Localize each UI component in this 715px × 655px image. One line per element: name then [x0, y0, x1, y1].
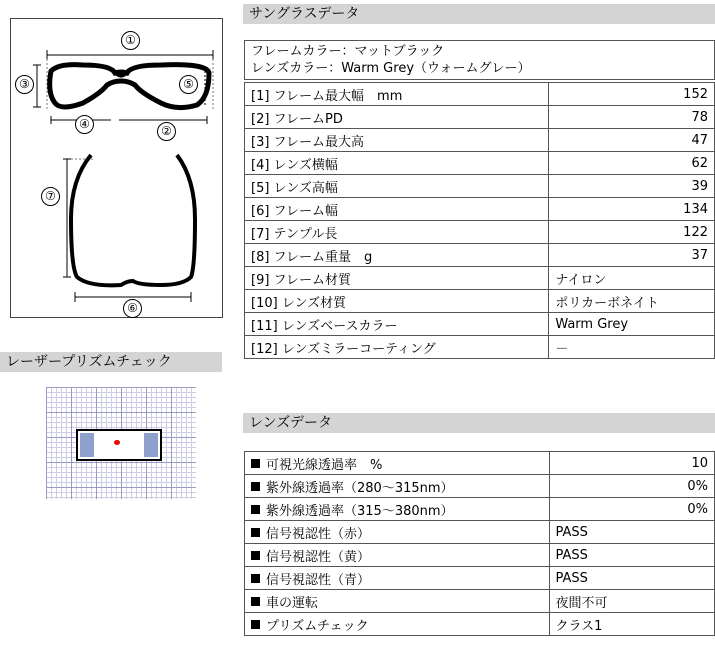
table-row [245, 198, 715, 221]
spec-value: 134 [549, 198, 715, 221]
spec-label: [11] レンズベースカラー [245, 313, 549, 336]
spec-label: [4] レンズ横幅 [245, 152, 549, 175]
table-row [245, 336, 715, 359]
table-row [245, 129, 715, 152]
bullet-square-icon [251, 597, 260, 606]
lens-value: PASS [549, 521, 714, 544]
marker-3: ③ [15, 75, 34, 94]
spec-value: 62 [549, 152, 715, 175]
spec-value: 47 [549, 129, 715, 152]
marker-1: ① [121, 31, 140, 50]
table-row [245, 567, 715, 590]
table-row [245, 152, 715, 175]
lens-label: 紫外線透過率（280～315nm） [266, 480, 454, 496]
table-row [245, 290, 715, 313]
spec-value: 152 [549, 83, 715, 106]
lens-value: 夜間不可 [549, 590, 714, 613]
spec-label: [9] フレーム材質 [245, 267, 549, 290]
spec-label: [7] テンプル長 [245, 221, 549, 244]
marker-4: ④ [75, 115, 94, 134]
lens-value: PASS [549, 544, 714, 567]
frame-color: フレームカラー：マットブラック [251, 44, 445, 59]
marker-5: ⑤ [179, 75, 198, 94]
table-row [245, 452, 715, 475]
spec-value: 78 [549, 106, 715, 129]
lens-section-title: レンズデータ [243, 413, 715, 433]
table-row [245, 498, 715, 521]
lens-label: 可視光線透過率 % [266, 457, 383, 473]
spec-label: [6] フレーム幅 [245, 198, 549, 221]
bullet-square-icon [251, 574, 260, 583]
table-row [245, 221, 715, 244]
laser-section-title: レーザープリズムチェック [0, 352, 222, 372]
bullet-square-icon [251, 620, 260, 629]
lens-label: 信号視認性（黄） [266, 549, 371, 565]
spec-value: － [549, 336, 715, 359]
table-row [245, 83, 715, 106]
table-row [245, 175, 715, 198]
frame-diagram [10, 18, 223, 318]
color-info [244, 40, 715, 80]
table-row [245, 613, 715, 636]
table-row [245, 590, 715, 613]
table-row [245, 267, 715, 290]
spec-label: [12] レンズミラーコーティング [245, 336, 549, 359]
spec-label: [3] フレーム最大高 [245, 129, 549, 152]
table-row [245, 244, 715, 267]
lens-value: 0% [549, 498, 714, 521]
spec-label: [8] フレーム重量 g [245, 244, 549, 267]
table-row [245, 521, 715, 544]
spec-value: ポリカーボネイト [549, 290, 715, 313]
spec-label: [1] フレーム最大幅 mm [245, 83, 549, 106]
spec-table [244, 82, 715, 359]
lens-label: 車の運転 [266, 595, 319, 611]
spec-value: 37 [549, 244, 715, 267]
spec-value: ナイロン [549, 267, 715, 290]
table-row [245, 475, 715, 498]
bullet-square-icon [251, 482, 260, 491]
marker-6: ⑥ [123, 299, 142, 318]
lens-label: 信号視認性（赤） [266, 526, 371, 542]
spec-value: 122 [549, 221, 715, 244]
spec-label: [2] フレームPD [245, 106, 549, 129]
prism-check-grid [46, 387, 196, 499]
lens-value: クラス1 [549, 613, 714, 636]
lens-label: 紫外線透過率（315～380nm） [266, 503, 454, 519]
marker-2: ② [157, 122, 176, 141]
spec-label: [5] レンズ高幅 [245, 175, 549, 198]
lens-label: プリズムチェック [266, 618, 369, 634]
table-row [245, 106, 715, 129]
lens-value: PASS [549, 567, 714, 590]
table-row [245, 313, 715, 336]
table-row [245, 544, 715, 567]
spec-label: [10] レンズ材質 [245, 290, 549, 313]
bullet-square-icon [251, 551, 260, 560]
prism-lens-box [76, 429, 162, 461]
lens-value: 0% [549, 475, 714, 498]
lens-label: 信号視認性（青） [266, 572, 371, 588]
sunglass-section-title: サングラスデータ [243, 4, 715, 24]
glasses-illustration [11, 19, 222, 317]
laser-dot [114, 440, 120, 445]
marker-7: ⑦ [41, 187, 60, 206]
lens-color: レンズカラー：Warm Grey（ウォームグレー） [251, 61, 531, 76]
bullet-square-icon [251, 459, 260, 468]
lens-table [244, 451, 715, 636]
spec-value: 39 [549, 175, 715, 198]
bullet-square-icon [251, 505, 260, 514]
lens-value: 10 [549, 452, 714, 475]
bullet-square-icon [251, 528, 260, 537]
spec-value: Warm Grey [549, 313, 715, 336]
